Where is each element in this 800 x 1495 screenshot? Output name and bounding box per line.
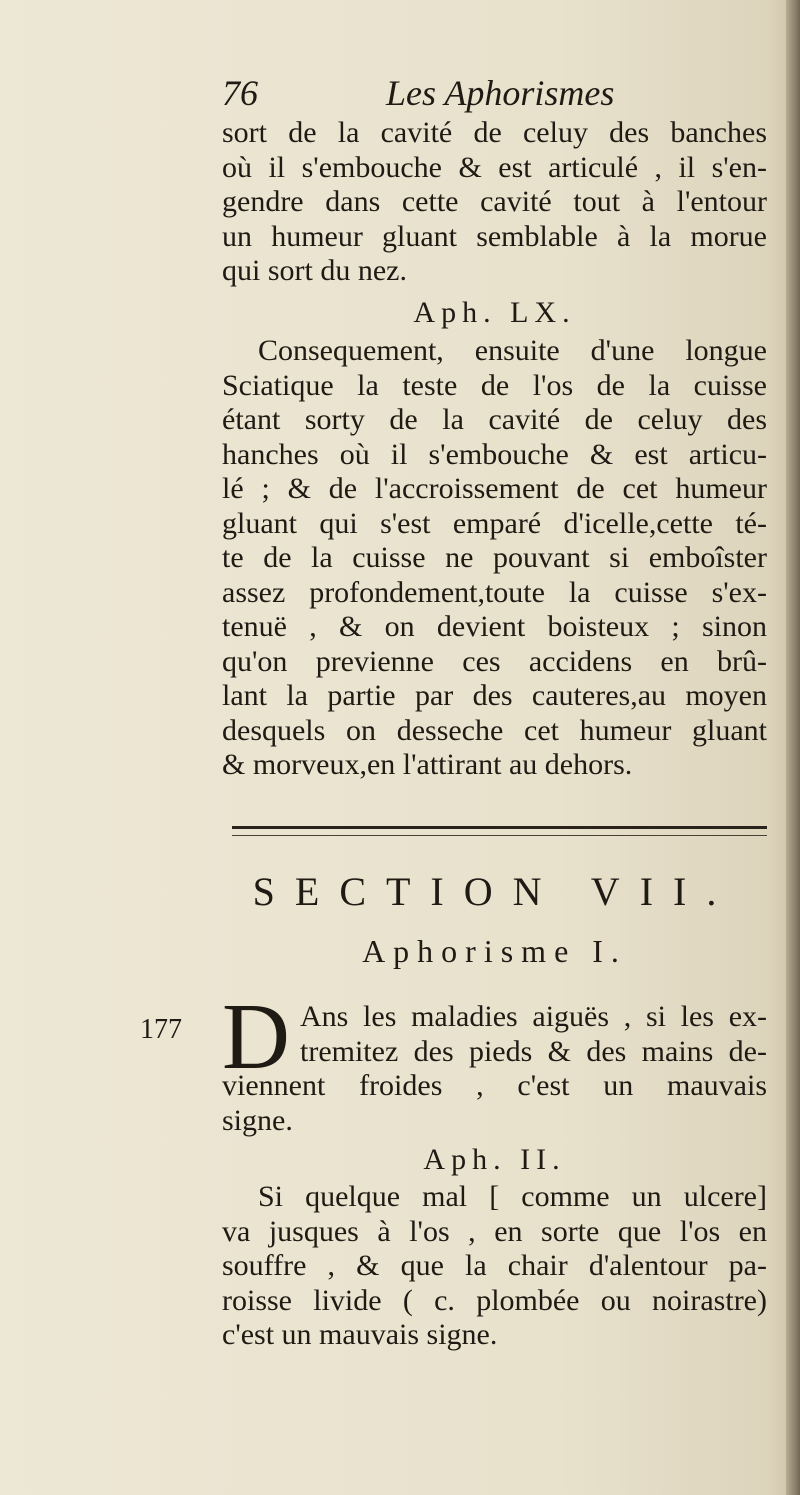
- text-line: viennent froides , c'est un mauvais: [222, 1069, 767, 1102]
- paragraph-continuation: [222, 116, 767, 289]
- running-title: Les Aphorismes: [386, 73, 615, 113]
- text-line: roisse livide ( c. plombée ou noirastre): [222, 1283, 767, 1317]
- text-line: étant sorty de la cavité de celuy des: [222, 403, 767, 436]
- text-line: sort de la cavité de celuy des banches: [222, 116, 767, 149]
- text-line: signe.: [222, 1103, 293, 1137]
- text-line: tenuë , & on devient boisteux ; sinon: [222, 610, 767, 643]
- text-line: Sciatique la teste de l'os de la cuisse: [222, 368, 767, 402]
- aphorism-60-text: [222, 334, 767, 783]
- text-line: lé ; & de l'accroissement de cet humeur: [222, 472, 767, 505]
- aphorism-heading-2: Aph. II.: [423, 1143, 566, 1176]
- aphorism-2-text: [222, 1180, 767, 1353]
- aphorism-1-first-lines: [300, 1000, 767, 1069]
- text-line: desquels on desseche cet humeur gluant: [222, 713, 767, 747]
- text-line: un humeur gluant semblable à la morue: [222, 219, 767, 253]
- text-line: où il s'embouche & est articulé , il s'en-: [222, 150, 767, 184]
- section-divider: [232, 826, 767, 836]
- text-line: qui sort du nez.: [222, 254, 407, 287]
- text-line: tremitez des pieds & des mains de-: [300, 1034, 767, 1068]
- text-line: c'est un mauvais signe.: [222, 1318, 498, 1351]
- text-line: te de la cuisse ne pouvant si emboîster: [222, 541, 767, 574]
- text-line: assez profondement,toute la cuisse s'ex-: [222, 575, 767, 609]
- text-line: Si quelque mal [ comme un ulcere]: [258, 1180, 767, 1213]
- text-line: Consequement, ensuite d'une longue: [258, 334, 767, 367]
- aphorism-1-text: [222, 1069, 767, 1138]
- page-edge: [786, 0, 800, 1495]
- text-line: souffre , & que la chair d'alentour pa-: [222, 1249, 767, 1282]
- text-line: va jusques à l'os , en sorte que l'os en: [222, 1214, 767, 1248]
- text-line: Ans les maladies aiguës , si les ex-: [300, 1000, 767, 1033]
- page-number: 76: [222, 73, 258, 113]
- text-line: hanches où il s'embouche & est articu-: [222, 437, 767, 471]
- section-title: SECTION VII.: [252, 869, 737, 914]
- running-header: [222, 72, 652, 116]
- text-line: gendre dans cette cavité tout à l'entour: [222, 185, 767, 218]
- aphorism-heading-60: Aph. LX.: [413, 296, 576, 329]
- margin-number: 177: [140, 1014, 182, 1045]
- drop-cap: D: [222, 985, 290, 1089]
- text-line: gluant qui s'est emparé d'icelle,cette té-: [222, 506, 767, 540]
- text-line: lant la partie par des cauteres,au moyen: [222, 679, 767, 712]
- text-line: & morveux,en l'attirant au dehors.: [222, 748, 633, 781]
- aphorisme-heading: Aphorisme I.: [362, 933, 627, 969]
- text-line: qu'on previenne ces accidens en brû-: [222, 644, 767, 678]
